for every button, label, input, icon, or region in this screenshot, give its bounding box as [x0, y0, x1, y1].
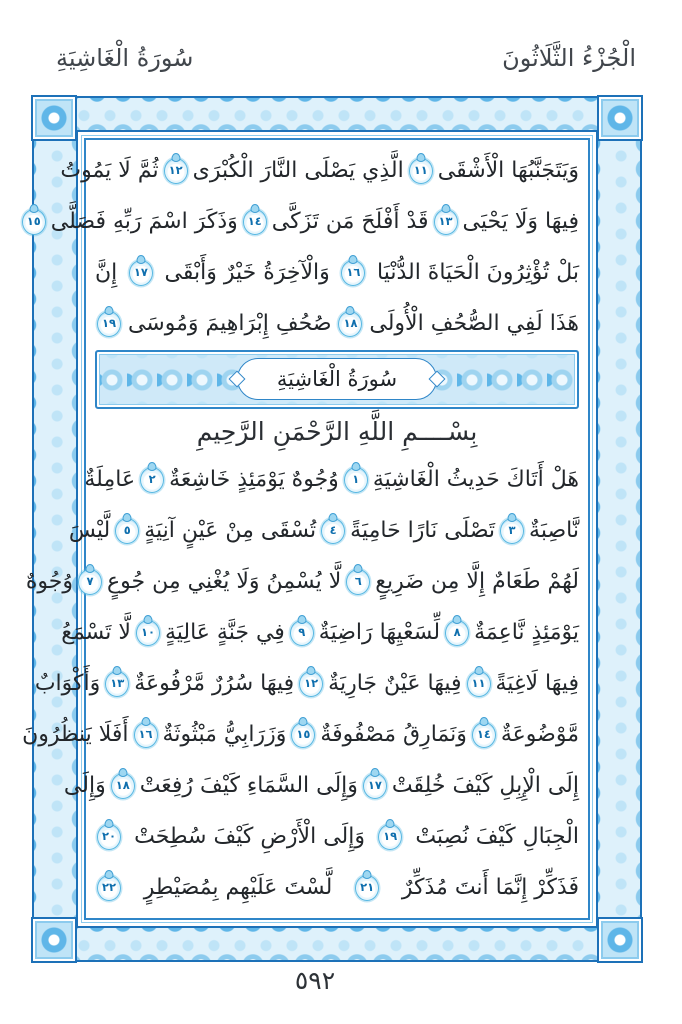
- quran-line: [61, 607, 579, 658]
- ayah-marker: [434, 209, 458, 235]
- quran-line: [25, 556, 579, 607]
- ayah-marker: [140, 467, 164, 493]
- quran-line: [95, 862, 579, 913]
- verse-text-segment: إِنَّ: [95, 259, 118, 285]
- ayah-marker: [243, 209, 267, 235]
- verse-text-segment: لَّسْتَ عَلَيْهِم بِمُصَيْطِرٍ: [143, 874, 333, 900]
- verse-text-segment: فِيهَا عَيْنٌ جَارِيَةٌ: [328, 670, 462, 696]
- surah-title-cartouche: سُورَةُ الْغَاشِيَةِ: [237, 358, 437, 400]
- verse-text-segment: لَّا يُسْمِنُ وَلَا يُغْنِي مِن جُوعٍ: [107, 568, 342, 594]
- surah-title-banner: [95, 350, 579, 409]
- ayah-marker: [341, 260, 365, 286]
- ayah-number: ١٣: [438, 213, 453, 228]
- verse-text-segment: وَيَتَجَنَّبُهَا الْأَشْقَى: [437, 157, 579, 183]
- verse-text-segment: الَّذِي يَصْلَى النَّارَ الْكُبْرَى: [192, 157, 404, 183]
- ayah-marker: [115, 518, 139, 544]
- ayah-number: ٤: [329, 522, 337, 537]
- verse-text-segment: وُجُوهٌ: [25, 568, 74, 594]
- ayah-number: ٢٠: [101, 828, 117, 843]
- ayah-number: ١٥: [26, 213, 41, 228]
- ayah-number: ١٩: [383, 828, 398, 843]
- ayah-marker: [22, 209, 46, 235]
- ayah-number: ١٨: [343, 315, 358, 330]
- verse-lines-bottom: [22, 454, 579, 913]
- ayah-number: ١٧: [133, 264, 148, 279]
- verse-text-segment: وَإِلَى الْأَرْضِ كَيْفَ سُطِحَتْ: [134, 823, 365, 849]
- verse-text-segment: لَّا تَسْمَعُ: [61, 619, 131, 645]
- quran-line: [26, 196, 579, 247]
- ayah-marker: [378, 824, 402, 850]
- verse-text-segment: فِي جَنَّةٍ عَالِيَةٍ: [164, 619, 285, 645]
- verse-text-segment: فَذَكِّرْ إِنَّمَا أَنتَ مُذَكِّرٌ: [401, 874, 579, 900]
- ayah-number: ١٠: [140, 624, 155, 639]
- verse-text-segment: إِلَى الْإِبِلِ كَيْفَ خُلِقَتْ: [391, 772, 579, 798]
- ayah-number: ١١: [471, 675, 486, 690]
- verse-text-segment: مَّوْضُوعَةٌ: [500, 721, 579, 747]
- verse-text-segment: نَّاصِبَةٌ: [529, 517, 579, 543]
- ayah-marker: [136, 620, 160, 646]
- ayah-marker: [134, 722, 158, 748]
- ayah-number: ١٣: [110, 675, 125, 690]
- quran-line: [95, 247, 579, 298]
- text-area: [22, 138, 590, 920]
- ayah-marker: [97, 875, 121, 901]
- ayah-marker: [409, 158, 433, 184]
- ayah-marker: [78, 569, 102, 595]
- ayah-number: ٦: [354, 573, 362, 588]
- frame-corner-bottom-left-icon: [31, 917, 77, 963]
- ayah-marker: [344, 467, 368, 493]
- verse-text-segment: فِيهَا وَلَا يَحْيَى: [462, 208, 579, 234]
- verse-lines-top: [26, 145, 579, 349]
- quran-line: [95, 811, 579, 862]
- ayah-number: ١٤: [476, 726, 491, 741]
- ayah-number: ٢١: [360, 879, 375, 894]
- ayah-number: ١١: [413, 162, 428, 177]
- verse-text-segment: ثُمَّ لَا يَمُوتُ: [60, 157, 159, 183]
- verse-text-segment: وَإِلَى: [63, 772, 106, 798]
- quran-line: [95, 298, 579, 349]
- ayah-marker: [164, 158, 188, 184]
- verse-text-segment: هَلْ أَتَاكَ حَدِيثُ الْغَاشِيَةِ: [372, 466, 579, 492]
- page-number: ٥٩٢: [294, 966, 336, 995]
- ayah-number: ١٩: [102, 315, 117, 330]
- verse-text-segment: قَدْ أَفْلَحَ مَن تَزَكَّى: [271, 208, 429, 234]
- ayah-marker: [111, 773, 135, 799]
- ayah-marker: [338, 311, 362, 337]
- surah-header-label: سُورَةُ الْغَاشِيَةِ: [56, 44, 194, 72]
- ayah-number: ١٥: [296, 726, 311, 741]
- frame-corner-bottom-right-icon: [597, 917, 643, 963]
- verse-text-segment: يَوْمَئِذٍ نَّاعِمَةٌ: [474, 619, 579, 645]
- ayah-number: ١٧: [367, 777, 382, 792]
- verse-text-segment: بَلْ تُؤْثِرُونَ الْحَيَاةَ الدُّنْيَا: [376, 259, 579, 285]
- verse-text-segment: الْجِبَالِ كَيْفَ نُصِبَتْ: [415, 823, 579, 849]
- verse-text-segment: وَإِلَى السَّمَاءِ كَيْفَ رُفِعَتْ: [139, 772, 358, 798]
- verse-text-segment: وَنَمَارِقُ مَصْفُوفَةٌ: [320, 721, 467, 747]
- verse-text-segment: صُحُفِ إِبْرَاهِيمَ وَمُوسَى: [127, 310, 332, 336]
- ornamental-border-right: [596, 130, 642, 928]
- ayah-number: ٥: [123, 522, 131, 537]
- ayah-number: ١: [352, 471, 360, 486]
- ayah-number: ٢٢: [101, 879, 117, 894]
- ayah-marker: [500, 518, 524, 544]
- ayah-number: ٩: [298, 624, 306, 639]
- ayah-marker: [129, 260, 153, 286]
- ayah-marker: [290, 620, 314, 646]
- verse-text-segment: وَأَكْوَابٌ: [34, 670, 101, 696]
- verse-text-segment: فِيهَا لَاغِيَةً: [495, 670, 579, 696]
- ayah-number: ١٨: [115, 777, 130, 792]
- verse-text-segment: تَصْلَى نَارًا حَامِيَةً: [350, 517, 496, 543]
- ayah-marker: [291, 722, 315, 748]
- quran-line: [22, 709, 579, 760]
- ayah-number: ١٤: [247, 213, 262, 228]
- ayah-number: ٢: [148, 471, 156, 486]
- ayah-marker: [363, 773, 387, 799]
- quran-line: [68, 505, 579, 556]
- ayah-marker: [97, 311, 121, 337]
- verse-text-segment: وَالْآخِرَةُ خَيْرٌ وَأَبْقَى: [164, 259, 330, 285]
- quran-line: [63, 760, 579, 811]
- verse-text-segment: لَّيْسَ: [68, 517, 111, 543]
- ayah-number: ٣: [508, 522, 516, 537]
- ayah-marker: [346, 569, 370, 595]
- ayah-marker: [355, 875, 379, 901]
- verse-text-segment: لَهُمْ طَعَامٌ إِلَّا مِن ضَرِيعٍ: [375, 568, 579, 594]
- ornamental-border-bottom: [32, 926, 642, 962]
- quran-line: [60, 145, 579, 196]
- quran-line: [84, 454, 579, 505]
- verse-text-segment: لِّسَعْيِهَا رَاضِيَةٌ: [318, 619, 441, 645]
- frame-corner-top-right-icon: [597, 95, 643, 141]
- ayah-marker: [321, 518, 345, 544]
- quran-line: [34, 658, 579, 709]
- verse-text-segment: هَذَا لَفِي الصُّحُفِ الْأُولَى: [369, 310, 579, 336]
- ayah-number: ١٢: [304, 675, 319, 690]
- ayah-number: ١٢: [168, 162, 183, 177]
- ornamental-border-top: [32, 96, 642, 132]
- verse-text-segment: فِيهَا سُرُرٌ مَّرْفُوعَةٌ: [134, 670, 295, 696]
- ayah-number: ١٦: [138, 726, 153, 741]
- frame-corner-top-left-icon: [31, 95, 77, 141]
- ayah-marker: [105, 671, 129, 697]
- verse-text-segment: عَامِلَةٌ: [84, 466, 136, 492]
- verse-text-segment: تُسْقَى مِنْ عَيْنٍ آنِيَةٍ: [144, 517, 317, 543]
- ornamental-frame: [22, 96, 642, 962]
- ayah-marker: [299, 671, 323, 697]
- ayah-number: ٨: [453, 624, 461, 639]
- verse-text-segment: أَفَلَا يَنظُرُونَ: [22, 721, 129, 747]
- verse-text-segment: وُجُوهٌ يَوْمَئِذٍ خَاشِعَةٌ: [169, 466, 339, 492]
- juz-label: الْجُزْءُ الثَّلَاثُونَ: [502, 44, 636, 72]
- ayah-marker: [445, 620, 469, 646]
- verse-text-segment: وَزَرَابِيُّ مَبْثُوثَةٌ: [162, 721, 287, 747]
- ayah-marker: [97, 824, 121, 850]
- ayah-marker: [472, 722, 496, 748]
- ayah-number: ١٦: [346, 264, 361, 279]
- ayah-marker: [467, 671, 491, 697]
- verse-text-segment: وَذَكَرَ اسْمَ رَبِّهِ فَصَلَّى: [50, 208, 238, 234]
- ayah-number: ٧: [86, 573, 94, 588]
- bismillah-line: بِسْــــمِ اللَّهِ الرَّحْمَنِ الرَّحِيمِ: [196, 417, 478, 447]
